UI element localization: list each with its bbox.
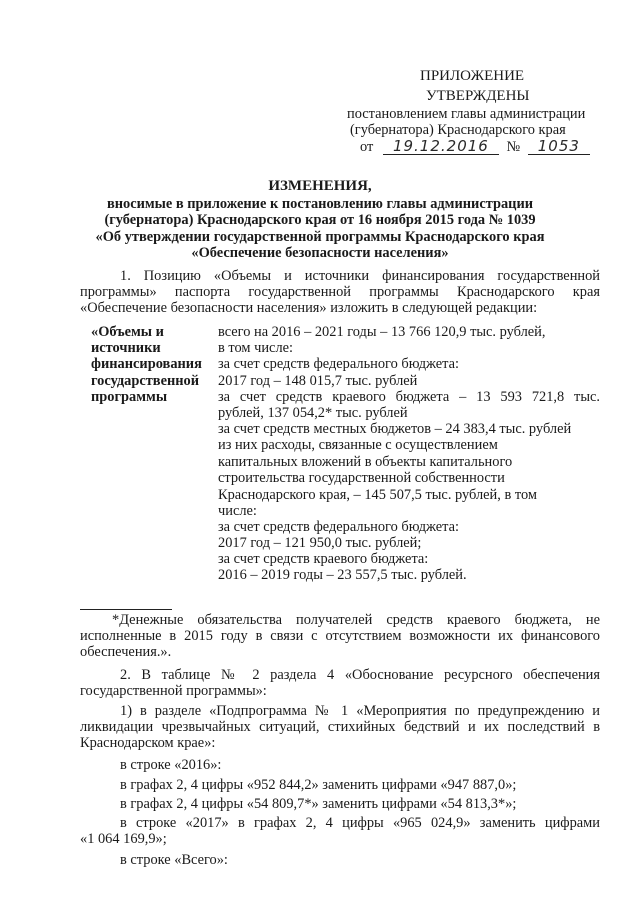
item-row-2016: в строке «2016»:	[120, 757, 222, 773]
table-right-line: капитальных вложений в объекты капитального	[218, 454, 513, 470]
p1-line-1: 1. Позицию «Объемы и источники финансирования государственной	[120, 268, 600, 284]
footnote-separator	[80, 609, 172, 610]
table-right-line: за счет средств краевого бюджета:	[218, 551, 429, 567]
p2-line-1: 2. В таблице № 2 раздела 4 «Обоснование ресурсного обеспечения	[120, 667, 600, 683]
decree-reference	[360, 138, 590, 155]
document-heading: ИЗМЕНЕНИЯ,	[268, 178, 372, 194]
table-right-line: за счет средств местных бюджетов – 24 383,4 тыс. рублей	[218, 421, 572, 437]
item-replace-3-line-1: в строке «2017» в графах 2, 4 цифры «965 024,9» заменить цифрами	[120, 815, 600, 831]
number-label: №	[506, 139, 521, 155]
title-line-4: «Обеспечение безопасности населения»	[191, 245, 449, 261]
p1-line-2: программы» паспорта государственной программы Краснодарского края	[80, 284, 600, 300]
title-line-3: «Об утверждении государственной программы Краснодарского края	[95, 229, 545, 245]
item-replace-2: в графах 2, 4 цифры «54 809,7*» заменить цифрами «54 813,3*»;	[120, 796, 517, 812]
footnote-line-3: обеспечения.».	[80, 644, 172, 660]
table-right-line: числе:	[218, 503, 257, 519]
table-left-line: программы	[91, 389, 168, 405]
title-line-2: (губернатора) Краснодарского края от 16 ноября 2015 года № 1039	[104, 212, 536, 228]
appendix-label: ПРИЛОЖЕНИЕ	[420, 68, 525, 84]
p3-line-3: Краснодарском крае»:	[80, 735, 216, 751]
approved-by-line2: (губернатора) Краснодарского края	[350, 122, 566, 138]
from-label: от	[360, 139, 374, 155]
table-left-line: государственной	[91, 373, 200, 389]
table-left-line: «Объемы и	[91, 324, 164, 340]
table-right-line: в том числе:	[218, 340, 294, 356]
item-replace-1: в графах 2, 4 цифры «952 844,2» заменить цифрами «947 887,0»;	[120, 777, 517, 793]
table-right-line: 2017 год – 148 015,7 тыс. рублей	[218, 373, 418, 389]
approved-by-line1: постановлением главы администрации	[347, 106, 586, 122]
table-left-line: источники	[91, 340, 161, 356]
table-right-line: за счет средств федерального бюджета:	[218, 519, 460, 535]
item-row-total: в строке «Всего»:	[120, 852, 228, 868]
table-right-line: всего на 2016 – 2021 годы – 13 766 120,9 тыс. рублей,	[218, 324, 546, 340]
table-right-line: Краснодарского края, – 145 507,5 тыс. рублей, в том	[218, 487, 537, 503]
p3-line-2: ликвидации чрезвычайных ситуаций, стихийных бедствий и их последствий в	[80, 719, 600, 735]
table-right-line: строительства государственной собственности	[218, 470, 505, 486]
approved-label: УТВЕРЖДЕНЫ	[426, 88, 530, 104]
title-line-1: вносимые в приложение к постановлению главы администрации	[106, 196, 534, 212]
footnote-line-2: исполненные в 2015 году в связи с отсутствием возможности их финансового	[80, 628, 600, 644]
p3-line-1: 1) в разделе «Подпрограмма № 1 «Мероприятия по предупреждению и	[120, 703, 600, 719]
table-right-line: из них расходы, связанные с осуществлением	[218, 437, 498, 453]
table-right-line: за счет средств федерального бюджета:	[218, 356, 460, 372]
item-replace-3-line-2: «1 064 169,9»;	[80, 831, 167, 847]
table-right-line: за счет средств краевого бюджета – 13 593 721,8 тыс.	[218, 389, 600, 405]
footnote-line-1: *Денежные обязательства получателей средств краевого бюджета, не	[112, 612, 600, 628]
p2-line-2: государственной программы»:	[80, 683, 267, 699]
table-right-line: 2016 – 2019 годы – 23 557,5 тыс. рублей.	[218, 567, 467, 583]
table-left-line: финансирования	[91, 356, 202, 372]
table-right-line: 2017 год – 121 950,0 тыс. рублей;	[218, 535, 422, 551]
p1-line-3: «Обеспечение безопасности населения» изложить в следующей редакции:	[80, 300, 538, 316]
table-right-line: рублей, 137 054,2* тыс. рублей	[218, 405, 408, 421]
handwritten-date: 19.12.2016	[383, 138, 499, 155]
handwritten-number: 1053	[528, 138, 590, 155]
